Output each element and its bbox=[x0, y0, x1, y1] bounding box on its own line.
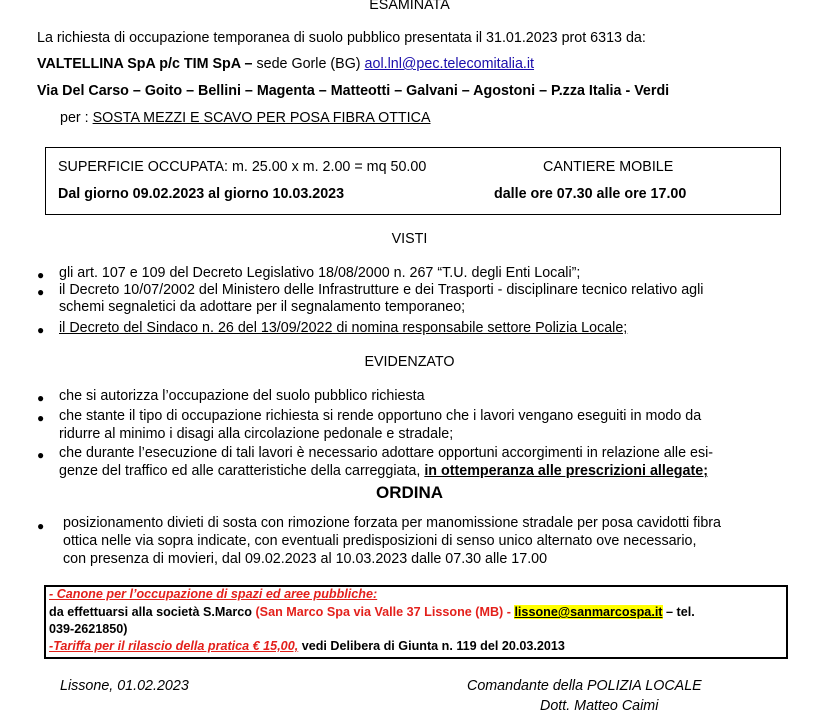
visti-item-2: il Decreto 10/07/2002 del Ministero delle Infrastrutture e dei Trasporti - disciplinare tecnico relativo agli bbox=[59, 282, 704, 298]
evidenzato-item-2: che stante il tipo di occupazione richiesta si rende opportuno che i lavori vengano eseguiti in modo da bbox=[59, 408, 702, 424]
fee-line-2: 039-2621850) bbox=[49, 622, 128, 636]
signatory-title: Comandante della POLIZIA LOCALE bbox=[467, 678, 702, 694]
purpose-line bbox=[60, 110, 431, 126]
ordina-line-1: posizionamento divieti di sosta con rimozione forzata per manomissione stradale per posa cavidotti fibra bbox=[63, 515, 721, 531]
bullet-icon: ● bbox=[37, 448, 45, 462]
bullet-icon: ● bbox=[37, 323, 45, 337]
fee-line-1 bbox=[49, 605, 695, 619]
site-text: CANTIERE MOBILE bbox=[543, 159, 674, 175]
fee-tariff: -Tariffa per il rilascio della pratica € 15,00, bbox=[49, 639, 299, 653]
place-date: Lissone, 01.02.2023 bbox=[60, 678, 189, 694]
fee-title: - Canone per l’occupazione di spazi ed aree pubbliche: bbox=[49, 587, 378, 601]
fee-box bbox=[44, 585, 788, 659]
fee-tel-label: – tel. bbox=[662, 605, 695, 619]
intro-text: La richiesta di occupazione temporanea di suolo pubblico presentata il 31.01.2023 prot 6313 da: bbox=[37, 30, 646, 46]
purpose-prefix: per : bbox=[60, 110, 93, 126]
evidenzato-item-1: che si autorizza l’occupazione del suolo pubblico richiesta bbox=[59, 388, 425, 404]
dates-text: Dal giorno 09.02.2023 al giorno 10.03.2023 bbox=[58, 186, 345, 202]
fee-email-link[interactable]: lissone@sanmarcospa.it bbox=[514, 605, 663, 619]
bullet-icon: ● bbox=[37, 268, 45, 282]
occupation-box bbox=[45, 147, 781, 215]
ordina-line-2: ottica nelle via sopra indicate, con eventuali predisposizioni di senso unico alternato ove necessario, bbox=[63, 533, 697, 549]
evidenzato-emphasis: in ottemperanza alle prescrizioni allegate; bbox=[424, 463, 708, 479]
fee-line-3 bbox=[49, 639, 565, 653]
surface-text: SUPERFICIE OCCUPATA: m. 25.00 x m. 2.00 = mq 50.00 bbox=[58, 159, 427, 175]
heading-ordina: ORDINA bbox=[375, 483, 444, 502]
heading-visti: VISTI bbox=[391, 231, 428, 247]
hours-text: dalle ore 07.30 alle ore 17.00 bbox=[494, 186, 687, 202]
bullet-icon: ● bbox=[37, 519, 45, 533]
applicant-name: VALTELLINA SpA p/c TIM SpA – bbox=[37, 56, 253, 72]
applicant-line bbox=[37, 56, 534, 72]
visti-item-2-cont: schemi segnaletici da adottare per il segnalamento temporaneo; bbox=[59, 299, 466, 315]
evidenzato-item-3-cont bbox=[59, 463, 708, 479]
bullet-icon: ● bbox=[37, 285, 45, 299]
visti-item-3: il Decreto del Sindaco n. 26 del 13/09/2022 di nomina responsabile settore Polizia Locale; bbox=[59, 320, 628, 336]
purpose-text: SOSTA MEZZI E SCAVO PER POSA FIBRA OTTICA bbox=[92, 110, 431, 126]
fee-address: (San Marco Spa via Valle 37 Lissone (MB) - bbox=[255, 605, 515, 619]
applicant-email-link[interactable]: aol.lnl@pec.telecomitalia.it bbox=[364, 56, 535, 72]
fee-resolution: vedi Delibera di Giunta n. 119 del 20.03.2013 bbox=[298, 639, 565, 653]
applicant-seat: sede Gorle (BG) bbox=[252, 56, 365, 72]
evidenzato-item-3-text: genze del traffico ed alle caratteristiche della carreggiata, bbox=[59, 463, 425, 479]
heading-evidenzato: EVIDENZATO bbox=[364, 354, 455, 370]
bullet-icon: ● bbox=[37, 411, 45, 425]
evidenzato-item-2-cont: ridurre al minimo i disagi alla circolazione pedonale e stradale; bbox=[59, 426, 454, 442]
evidenzato-item-3: che durante l’esecuzione di tali lavori è necessario adottare opportuni accorgimenti in relazione alle esi- bbox=[59, 445, 714, 461]
bullet-icon: ● bbox=[37, 391, 45, 405]
visti-item-1: gli art. 107 e 109 del Decreto Legislativo 18/08/2000 n. 267 “T.U. degli Enti Locali”; bbox=[59, 265, 581, 281]
heading-esaminata: ESAMINATA bbox=[369, 0, 450, 13]
ordina-line-3: con presenza di movieri, dal 09.02.2023 al 10.03.2023 dalle 07.30 alle 17.00 bbox=[63, 551, 548, 567]
streets-line: Via Del Carso – Goito – Bellini – Magenta – Matteotti – Galvani – Agostoni – P.zza Italia - Verdi bbox=[37, 83, 670, 99]
fee-company: da effettuarsi alla società S.Marco bbox=[49, 605, 256, 619]
signatory-name: Dott. Matteo Caimi bbox=[540, 698, 659, 714]
